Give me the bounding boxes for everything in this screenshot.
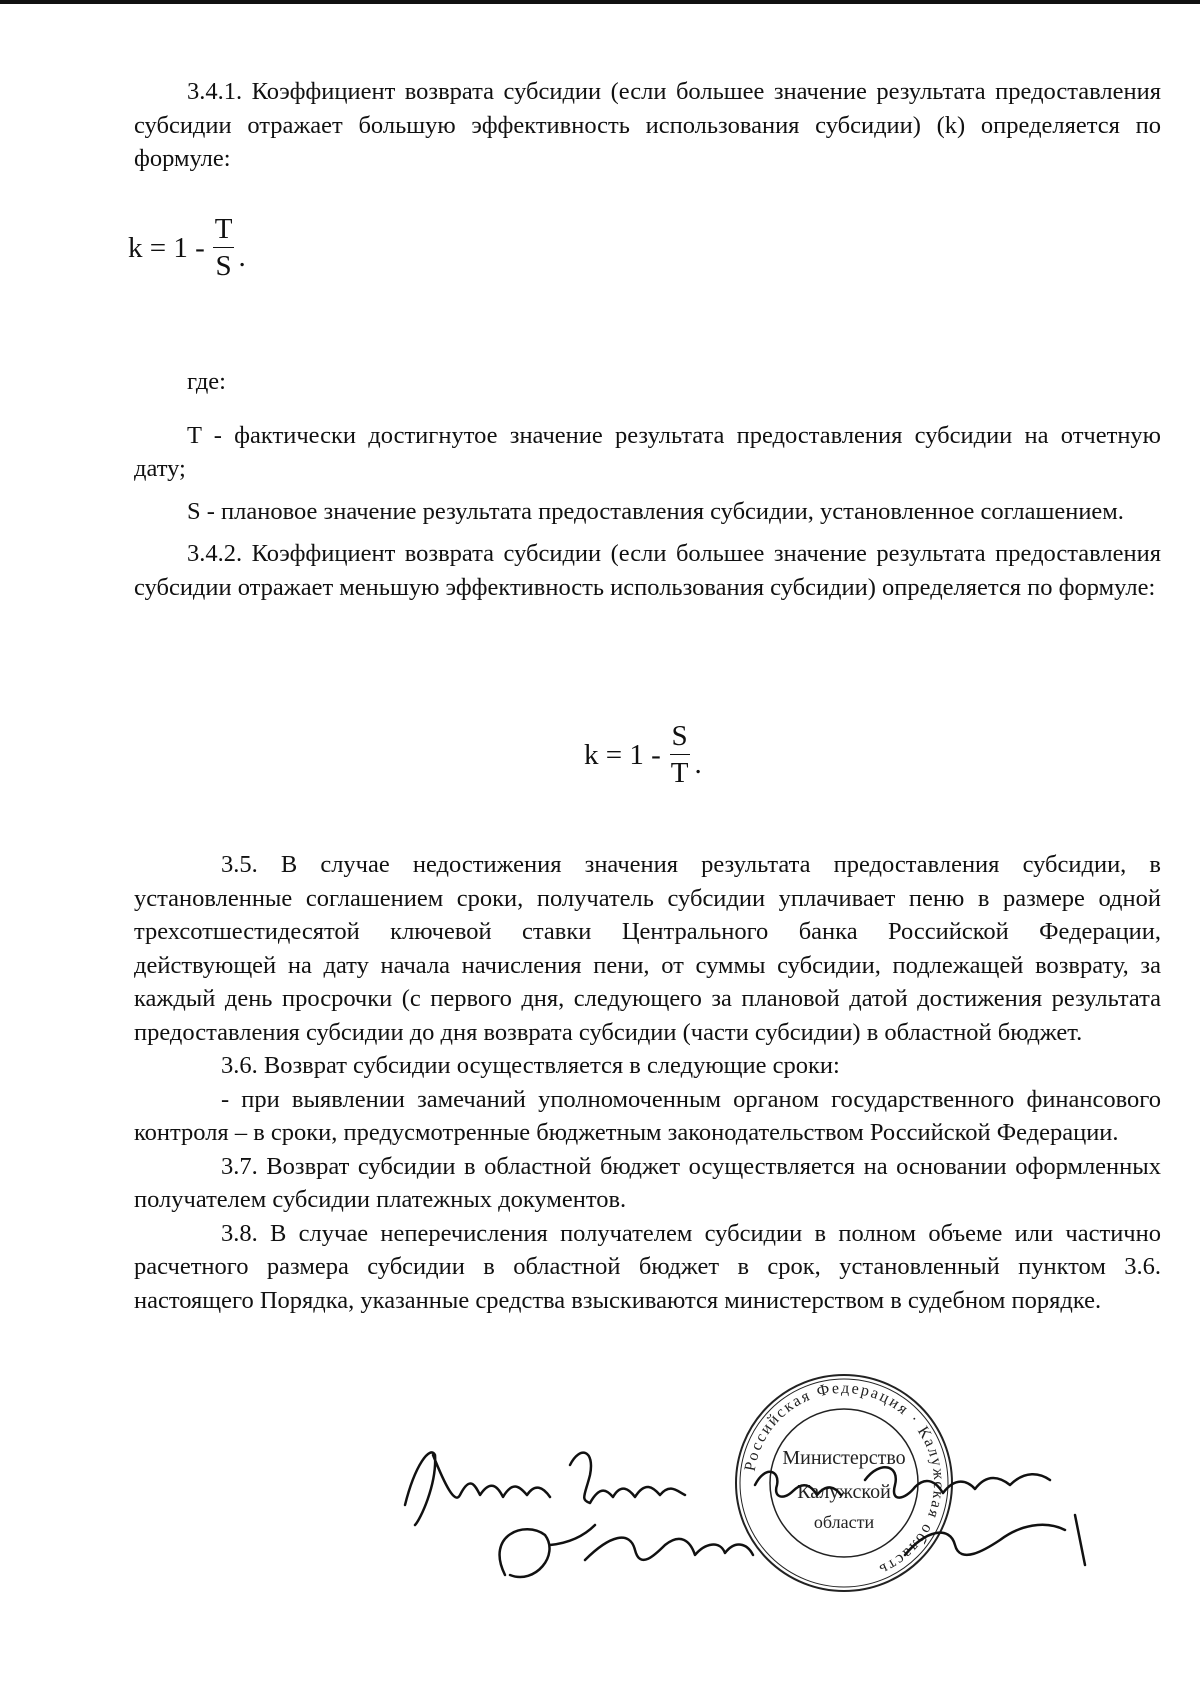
paragraph-3-5: 3.5. В случае недостижения значения результата предоставления субсидии, в установленные соглашением сроки, получатель субсидии уплачивает пеню в размере одной трехсотшестидесятой ключевой ставки Центрального банка Российской Федерации, действующей на дату начала начисления пени, от суммы субсидии, подлежащей возврату, за каждый день просрочки (с первого дня, следующего за плановой датой достижения результата предоставления субсидии до дня возврата субсидии (части субсидии) в областной бюджет. [134,851,1161,1046]
formula-lhs: k = 1 - [128,231,205,264]
stamp-line-1: Министерство [782,1447,906,1469]
stamp-line-2: Калужской [797,1481,891,1503]
where-label: где: [187,368,226,395]
fraction-numerator: T [213,215,235,248]
stamp-ring-text: Российская Федерация · Калужская область [741,1379,948,1579]
stamp-line-3: области [813,1512,875,1532]
definitions-block [134,365,1161,613]
top-border-line [0,0,1200,4]
definition-t: T - фактически достигнутое значение результата предоставления субсидии на отчетную дату; [134,421,1161,482]
definition-s: S - плановое значение результата предоставления субсидии, установленное соглашением. [187,497,1124,525]
fraction-numerator: S [670,722,690,755]
paragraph-3-6-item: - при выявлении замечаний уполномоченным органом государственного финансового контроля – в сроки, предусмотренные бюджетным законодательством Российской Федерации. [134,1085,1161,1146]
formula-k-t-over-s [128,215,246,281]
fraction-denominator: T [670,757,689,789]
fraction [213,215,235,281]
formula-k-s-over-t [584,722,702,788]
formula-lhs: k = 1 - [584,738,661,771]
formula-period: . [238,240,246,273]
section-3-4-1 [134,75,1161,185]
paragraph-3-4-1: 3.4.1. Коэффициент возврата субсидии (если большее значение результата предоставления субсидии отражает большую эффективность использования субсидии) (k) определяется по формуле: [134,78,1161,172]
sections-3-5-to-3-8 [134,848,1161,1317]
paragraph-3-6: 3.6. Возврат субсидии осуществляется в следующие сроки: [221,1052,840,1079]
formula-period: . [694,747,702,780]
fraction [669,722,691,788]
paragraph-3-8: 3.8. В случае неперечисления получателем субсидии в полном объеме или частично расчетного размера субсидии в областной бюджет в срок, установленный пунктом 3.6. настоящего Порядка, указанные средства взыскиваются министерством в судебном порядке. [134,1219,1161,1314]
fraction-denominator: S [215,250,232,282]
handwritten-signature [385,1425,1105,1590]
paragraph-3-7: 3.7. Возврат субсидии в областной бюджет осуществляется на основании оформленных получателем субсидии платежных документов. [134,1152,1161,1213]
paragraph-3-4-2: 3.4.2. Коэффициент возврата субсидии (если большее значение результата предоставления субсидии отражает меньшую эффективность использования субсидии) определяется по формуле: [134,540,1161,601]
